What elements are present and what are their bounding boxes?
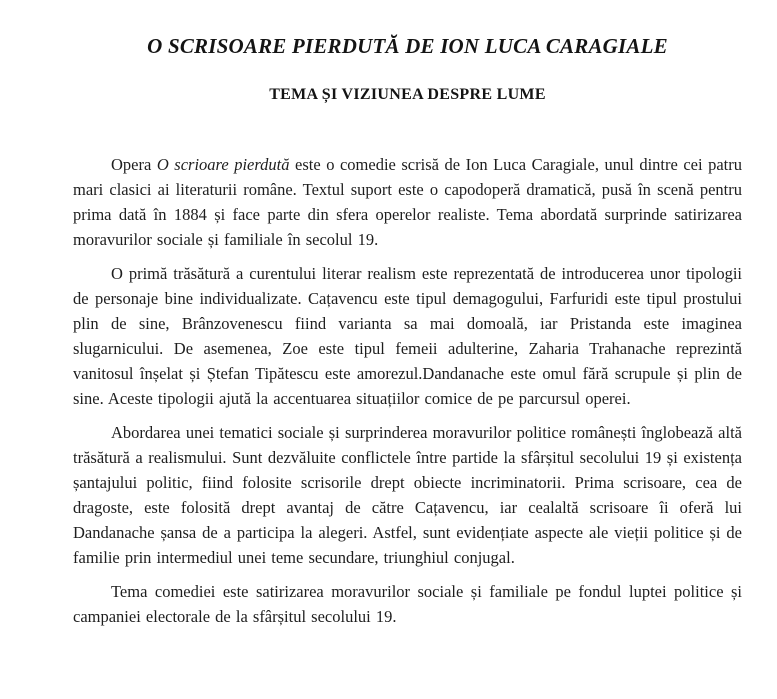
paragraph [73, 420, 742, 570]
paragraph [73, 152, 742, 252]
document-title: O SCRISOARE PIERDUTĂ DE ION LUCA CARAGIALE [147, 34, 668, 58]
text-run: Opera [111, 155, 157, 174]
paragraph [73, 579, 742, 629]
work-title-italic: O scrioare pierdută [156, 155, 290, 174]
document-body [73, 152, 742, 629]
text-run: O primă trăsătură a curentului literar realism este reprezentată de introducerea unor tipologii de personaje bine individualizate. Cațavencu este tipul demagogului, Farfuridi este tipul prostului plin de sine, Brânzovenescu fiind varianta sa mai domoală, iar Pristanda este imaginea slugarnicului. De asemenea, Zoe este tipul femeii adulterine, Zaharia Trahanache reprezintă vanitosul înșelat și Ștefan Tipătescu este amorezul.Dandanache este omul fără scrupule și plin de sine. Aceste tipologii ajută la accentuarea situațiilor comice de pe parcursul operei. [73, 264, 742, 408]
text-run: este o comedie scrisă de Ion Luca Caragiale, unul dintre cei patru mari clasici ai literaturii române. Textul suport este o capodoperă dramatică, pusă în scenă pentru prima dată în 1884 și face parte din sfera operelor realiste. Tema abordată surprinde satirizarea moravurilor sociale și familiale în secolul 19. [73, 155, 742, 249]
text-run: Tema comediei este satirizarea moravurilor sociale și familiale pe fondul luptei politice și campaniei electorale de la sfârșitul secolului 19. [73, 582, 742, 626]
document-subtitle: TEMA ȘI VIZIUNEA DESPRE LUME [269, 86, 546, 103]
text-run: Abordarea unei tematici sociale și surprinderea moravurilor politice românești înglobează altă trăsătură a realismului. Sunt dezvăluite conflictele între partide la sfârșitul secolului 19 și existența șantajului politic, fiind folosite scrisorile drept obiecte incriminatorii. Prima scrisoare, cea de dragoste, este folosită drept avantaj de către Cațavencu, iar cealaltă scrisoare îi oferă lui Dandanache șansa de a participa la alegeri. Astfel, sunt evidențiate aspecte ale vieții politice și de familie prin intermediul unei teme secundare, triunghiul conjugal. [73, 423, 742, 567]
paragraph [73, 261, 742, 411]
